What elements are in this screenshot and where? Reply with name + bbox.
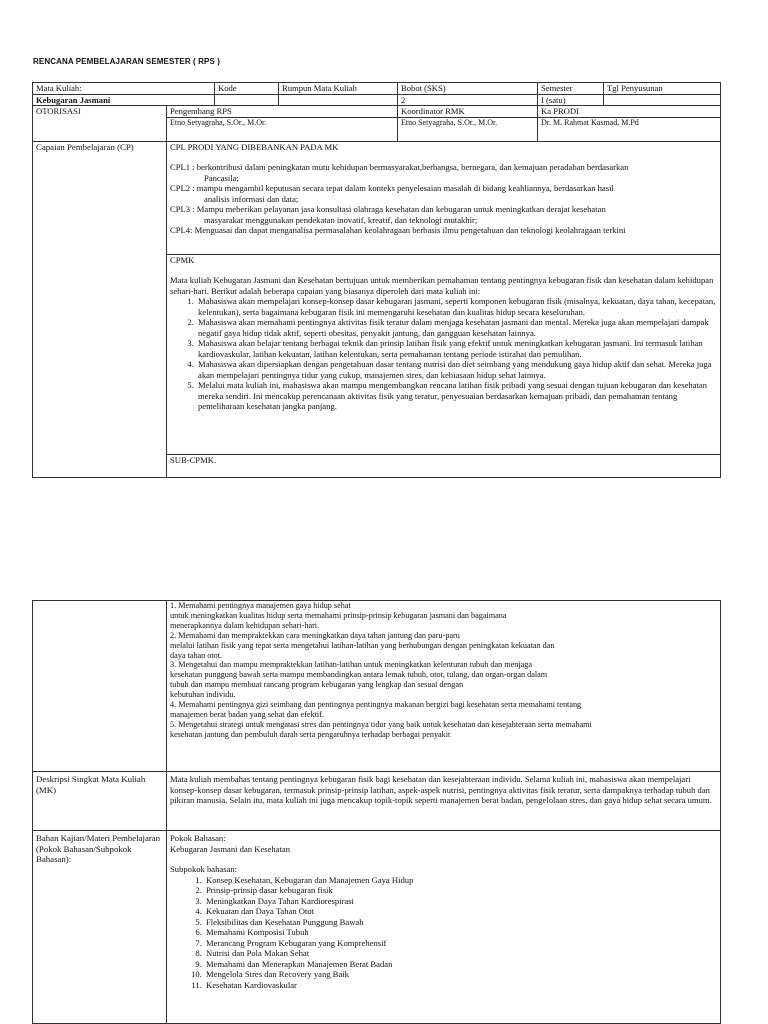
cpmk-item: 1. Mahasiswa akan mempelajari konsep-konsep dasar kebugaran jasmani, seperti komponen kebugaran fisik (misalnya, kekuatan, daya tahan, kecepatan, kelentukan), serta bagaimana kebugaran fisik ini memengaruhi kesehatan dan kualitas hidup secara keseluruhan. xyxy=(196,296,717,317)
ka-prodi-label: Ka PRODI xyxy=(538,106,721,118)
subpokok-item: 1. Konsep Kesehatan, Kebugaran dan Manajemen Gaya Hidup xyxy=(204,875,717,886)
cpl-section xyxy=(167,141,721,254)
rumpun-label: Rumpun Mata Kuliah xyxy=(279,83,398,95)
sub-cpmk-line: menerapkannya dalam kehidupan sehari-hari. xyxy=(170,620,320,630)
ka-prodi-value: Dr. M. Rahmat Kasmad, M.Pd xyxy=(538,117,721,141)
semester-value: I (satu) xyxy=(538,94,604,106)
subpokok-item: 11. Kesehatan Kardiovaskular xyxy=(204,980,717,991)
kode-label: Kode xyxy=(215,83,279,95)
sub-cpmk-line: 4. Memahami pentingnya gizi seimbang dan pentingnya pentingnya makanan bergizi bagi kesehatan serta memahami tentang xyxy=(170,700,582,710)
cpmk-intro: Mata kuliah Kebugaran Jasmani dan Kesehatan bertujuan untuk memberikan pemahaman tentang pentingnya kebugaran fisik dan kesehatan dalam kehidupan sehari-hari. Berikut adalah beberapa capaian yang biasanya diperoleh dari mata kuliah ini: xyxy=(170,275,714,296)
sub-cpmk-line: kebutuhan individu. xyxy=(170,690,236,700)
cpl2-continuation: analisis informasi dan data; xyxy=(204,193,299,204)
rps-table-page-2 xyxy=(32,600,721,1024)
koordinator-rmk-label: Koordinator RMK xyxy=(398,106,538,118)
subpokok-item: 6. Memahami Komposisi Tubuh xyxy=(204,927,717,938)
cpl3-continuation: masyarakat menggunakan pendekatan inovatif, kreatif, dan teknologi mutakhir; xyxy=(204,214,478,225)
subpokok-item: 9. Memahami dan Menerapkan Manajemen Berat Badan xyxy=(204,959,717,970)
document-heading: RENCANA PEMBELAJARAN SEMESTER ( RPS ) xyxy=(33,57,220,66)
cpmk-item: 2. Mahasiswa akan memahami pentingnya aktivitas fisik teratur dalam menjaga kesehatan jasmani dan mental. Mereka juga akan mempelajari dampak negatif gaya hidup tidak aktif, seperti obesitas, penyakit jantung, dan gangguan kesehatan lainnya. xyxy=(196,317,717,338)
koordinator-rmk-value: Etno Setyagraha, S.Or., M.Or. xyxy=(398,117,538,141)
sub-cpmk-line: 2. Memahami dan mempraktekkan cara meningkatkan daya tahan jantung dan paru-paru xyxy=(170,630,460,640)
cpmk-list xyxy=(170,296,717,412)
cpl-list xyxy=(170,162,717,236)
sub-cpmk-line: melalui latihan fisik yang tepat serta mengetahui latihan-latihan yang berhubungan dengan peningkatan kekuatan dan xyxy=(170,640,555,650)
sub-cpmk-label-cell xyxy=(33,601,167,772)
subpokok-item: 2. Prinsip-prinsip dasar kebugaran fisik xyxy=(204,885,717,896)
sub-cpmk-line: 5. Mengetahui strategi untuk mengatasi stres dan pentingnya tidur yang baik untuk kesehatan dan kesejahteraan serta memahami xyxy=(170,719,592,729)
pokok-bahasan-value: Kebugaran Jasmani dan Kesehatan xyxy=(170,843,291,854)
cpmk-section xyxy=(167,254,721,454)
mata-kuliah-label: Mata Kuliah: xyxy=(33,83,215,95)
subpokok-item: 5. Fleksibilitas dan Kesehatan Punggung Bawah xyxy=(204,917,717,928)
rumpun-value xyxy=(279,94,398,106)
bobot-label: Bobot (SKS) xyxy=(398,83,538,95)
pokok-bahasan-label: Pokok Bahasan: xyxy=(170,833,226,843)
capaian-pembelajaran-label: Capaian Pembelajaran (CP) xyxy=(33,141,167,477)
cpmk-item: 5. Melalui mata kuliah ini, mahasiswa akan mampu mengembangkan rencana latihan fisik pribadi yang sesuai dengan tujuan kebugaran dan kesehatan mereka sendiri. Ini mencakup perencanaan aktivitas fisik yang teratur, penyesuaian berdasarkan kemajuan pribadi, dan pemahaman tentang pemeliharaan kesehatan jangka panjang. xyxy=(196,380,717,412)
cpl3-text: CPL3 : Mampu meberikan pelayanan jasa konsultasi olahraga kesehatan dan kebugaran untuk meningkatkan derajat kesehatan xyxy=(170,204,606,214)
kode-value xyxy=(215,94,279,106)
bobot-value: 2 xyxy=(398,94,538,106)
tgl-penyusunan-value xyxy=(604,94,721,106)
rps-table-page-1 xyxy=(32,82,721,478)
bahan-kajian-content xyxy=(167,831,721,1024)
bahan-kajian-label: Bahan Kajian/Materi Pembelajaran (Pokok Bahasan/Subpokok Bahasan): xyxy=(33,831,167,1024)
sub-cpmk-line: tubuh dan mampu membuat rancang program kebugaran yang lengkap dan sesuai dengan xyxy=(170,680,464,690)
subpokok-item: 7. Merancang Program Kebugaran yang Komprehensif xyxy=(204,938,717,949)
sub-cpmk-line: manajemen berat badan yang sehat dan efektif. xyxy=(170,709,324,719)
sub-cpmk-line: kesehatan punggung bawah serta mampu membandingkan antara lemak tubuh, otot, tulang, dan organ-organ dalam xyxy=(170,670,548,680)
cpl1-continuation: Pancasila; xyxy=(204,172,239,183)
mata-kuliah-value: Kebugaran Jasmani xyxy=(33,94,215,106)
subpokok-bahasan-label: Subpokok bahasan: xyxy=(170,864,238,874)
sub-cpmk-title: SUB-CPMK. xyxy=(167,454,721,477)
subpokok-item: 3. Meningkatkan Daya Tahan Kardiorespirasi xyxy=(204,896,717,907)
sub-cpmk-line: 1. Memahami pentingnya manajemen gaya hidup sehat xyxy=(170,601,351,610)
sub-cpmk-line: daya tahan otot. xyxy=(170,650,223,660)
cpl-title: CPL PRODI YANG DIBEBANKAN PADA MK xyxy=(170,141,339,152)
cpmk-item: 3. Mahasiswa akan belajar tentang berbagai teknik dan prinsip latihan fisik yang efektif untuk meningkatkan kebugaran jasmani. Ini termasuk latihan kardiovaskular, latihan kekuatan, latihan kelentukan, serta pemahaman tentang periode istirahat dan pemulihan. xyxy=(196,338,717,359)
deskripsi-label: Deskripsi Singkat Mata Kuliah (MK) xyxy=(33,772,167,831)
subpokok-list xyxy=(170,875,717,991)
otorisasi-label: OTORISASI xyxy=(33,106,167,142)
cpl1-text: CPL1 : berkontribusi dalam peningkatan mutu kehidupan bermasyarakat,berbangsa, bernegara, dan kemajuan peradaban berdasarkan xyxy=(170,162,629,172)
pengembang-rps-value: Etno Setyagraha, S.Or., M.Or. xyxy=(167,117,398,141)
cpmk-item: 4. Mahasiswa akan dipersiapkan dengan pengetahuan dasar tentang nutrisi dan diet seimbang yang mendukung gaya hidup aktif dan sehat. Mereka juga akan mempelajari pentingnya tidur yang cukup, manajemen stres, dan kebiasaan hidup sehat lainnya. xyxy=(196,359,717,380)
cpl2-text: CPL2 : mampu mengambil keputusan secara tepat dalam konteks penyelesaian masalah di bidang keahliannya, berdasarkan hasil xyxy=(170,183,614,193)
sub-cpmk-line: untuk meningkatkan kualitas hidup serta memahami prinsip-prinsip kebugaran jasmani dan bagaimana xyxy=(170,610,507,620)
sub-cpmk-line: kesehatan jantung dan pembuluh darah serta pengaruhnya terhadap berbagai penyakit xyxy=(170,729,451,739)
cpmk-title: CPMK xyxy=(170,254,195,265)
subpokok-item: 4. Kekuatan dan Daya Tahan Otot xyxy=(204,906,717,917)
semester-label: Semester xyxy=(538,83,604,95)
cpl4-text: CPL4: Menguasai dan dapat menganalisa permasalahan keolahragaan berbasis ilmu pengetahuan dan teknologi keolahragaan terkini xyxy=(170,225,626,235)
pengembang-rps-label: Pengembang RPS xyxy=(167,106,398,118)
subpokok-item: 8. Nutrisi dan Pola Makan Sehat xyxy=(204,948,717,959)
subpokok-item: 10. Mengelola Stres dan Recovery yang Baik xyxy=(204,969,717,980)
deskripsi-text: Mata kuliah membahas tentang pentingnya kebugaran fisik bagi kesehatan dan kesejahteraan individu. Selama kuliah ini, mahasiswa akan mempelajari konsep-konsep dasar kebugaran, termasuk prinsip-prinsip latihan, aspek-aspek nutrisi, pentingnya aktivitas fisik teratur, serta dampaknya terhadap tubuh dan pikiran manusia. Selain itu, mata kuliah ini juga mencakup topik-topik seperti manajemen berat badan, pengelolaan stres, dan gaya hidup sehat secara umum. xyxy=(167,772,721,831)
sub-cpmk-list xyxy=(167,601,721,772)
tgl-penyusunan-label: Tgl Penyusunan xyxy=(604,83,721,95)
sub-cpmk-line: 3. Mengetahui dan mampu mempraktekkan latihan-latihan untuk meningkatkan kelenturan tubuh dan menjaga xyxy=(170,660,532,670)
